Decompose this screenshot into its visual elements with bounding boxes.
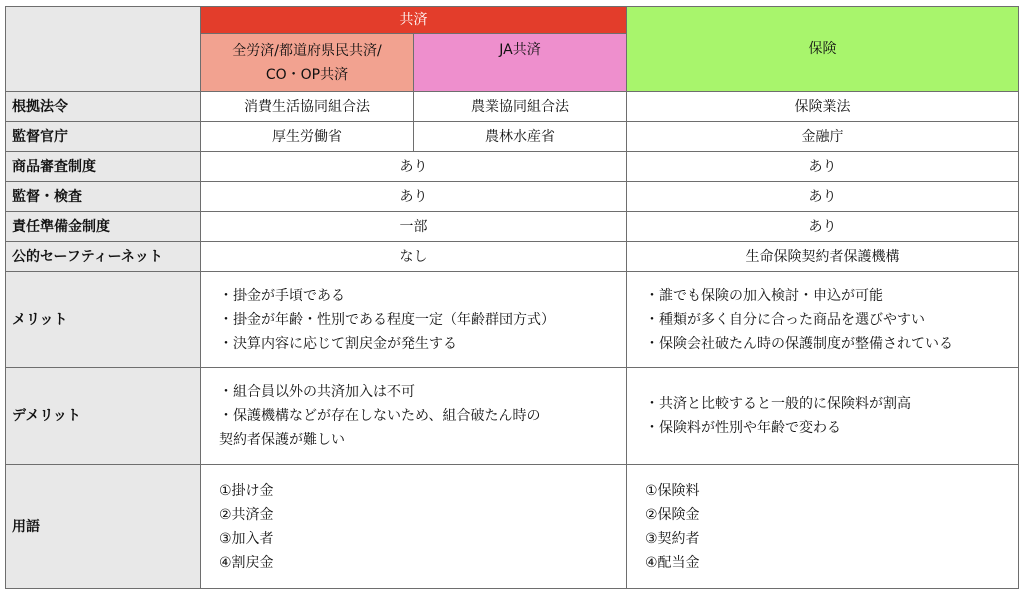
hoken-terms	[627, 465, 1019, 589]
list-item: ③契約者	[645, 530, 700, 547]
list-item: ・保険料が性別や年齢で変わる	[645, 420, 841, 436]
kyosai-inspection: あり	[201, 182, 627, 212]
ja-header: JA共済	[414, 34, 627, 92]
list-item: ・誰でも保険の加入検討・申込が可能	[645, 287, 883, 304]
row-label-authority: 監督官庁	[6, 122, 201, 152]
list-item: ・決算内容に応じて割戻金が発生する	[219, 335, 457, 352]
hoken-inspection: あり	[627, 182, 1019, 212]
rosai-header-line2: CO・OP共済	[265, 66, 349, 83]
ja-law: 農業協同組合法	[414, 92, 627, 122]
list-item: ①掛け金	[219, 482, 274, 499]
kyosai-reserve: 一部	[201, 212, 627, 242]
list-item: 契約者保護が難しい	[219, 432, 345, 448]
list-item: ③加入者	[219, 530, 274, 547]
list-item: ・保護機構などが存在しないため、組合破たん時の	[219, 408, 541, 424]
row-label-law: 根拠法令	[6, 92, 201, 122]
row-label-safety-net: 公的セーフティーネット	[6, 242, 201, 272]
table-row	[6, 92, 1019, 122]
table-row	[6, 182, 1019, 212]
comparison-table	[5, 6, 1019, 589]
hoken-reserve: あり	[627, 212, 1019, 242]
hoken-law: 保険業法	[627, 92, 1019, 122]
row-label-reserve: 責任準備金制度	[6, 212, 201, 242]
rosai-law: 消費生活協同組合法	[201, 92, 414, 122]
row-label-demerit: デメリット	[6, 368, 201, 465]
row-label-review: 商品審査制度	[6, 152, 201, 182]
table-row	[6, 368, 1019, 465]
kyosai-header: 共済	[201, 7, 627, 34]
table-row	[6, 152, 1019, 182]
list-item: ・保険会社破たん時の保護制度が整備されている	[645, 335, 953, 352]
table-row	[6, 242, 1019, 272]
list-item: ・種類が多く自分に合った商品を選びやすい	[645, 311, 925, 328]
list-item: ・共済と比較すると一般的に保険料が割高	[645, 396, 911, 412]
hoken-merit	[627, 272, 1019, 368]
kyosai-review: あり	[201, 152, 627, 182]
list-item: ・組合員以外の共済加入は不可	[219, 384, 415, 400]
hoken-review: あり	[627, 152, 1019, 182]
kyosai-terms	[201, 465, 627, 589]
rosai-header-line1: 全労済/都道府県民共済/	[232, 42, 382, 59]
kyosai-safety-net: なし	[201, 242, 627, 272]
list-item: ②保険金	[645, 506, 700, 523]
list-item: ・掛金が年齢・性別である程度一定（年齢群団方式）	[219, 311, 555, 328]
list-item: ④割戻金	[219, 554, 274, 571]
hoken-authority: 金融庁	[627, 122, 1019, 152]
corner-cell	[6, 7, 201, 92]
rosai-header	[201, 34, 414, 92]
kyosai-merit	[201, 272, 627, 368]
list-item: ・掛金が手頃である	[219, 287, 345, 304]
list-item: ②共済金	[219, 506, 274, 523]
hoken-header: 保険	[627, 7, 1019, 92]
hoken-safety-net: 生命保険契約者保護機構	[627, 242, 1019, 272]
table-row	[6, 122, 1019, 152]
table-row	[6, 212, 1019, 242]
list-item: ①保険料	[645, 482, 700, 499]
row-label-merit: メリット	[6, 272, 201, 368]
hoken-demerit	[627, 368, 1019, 465]
table-row	[6, 465, 1019, 589]
row-label-terms: 用語	[6, 465, 201, 589]
table-row	[6, 272, 1019, 368]
row-label-inspection: 監督・検査	[6, 182, 201, 212]
kyosai-demerit	[201, 368, 627, 465]
rosai-authority: 厚生労働省	[201, 122, 414, 152]
ja-authority: 農林水産省	[414, 122, 627, 152]
list-item: ④配当金	[645, 554, 700, 571]
